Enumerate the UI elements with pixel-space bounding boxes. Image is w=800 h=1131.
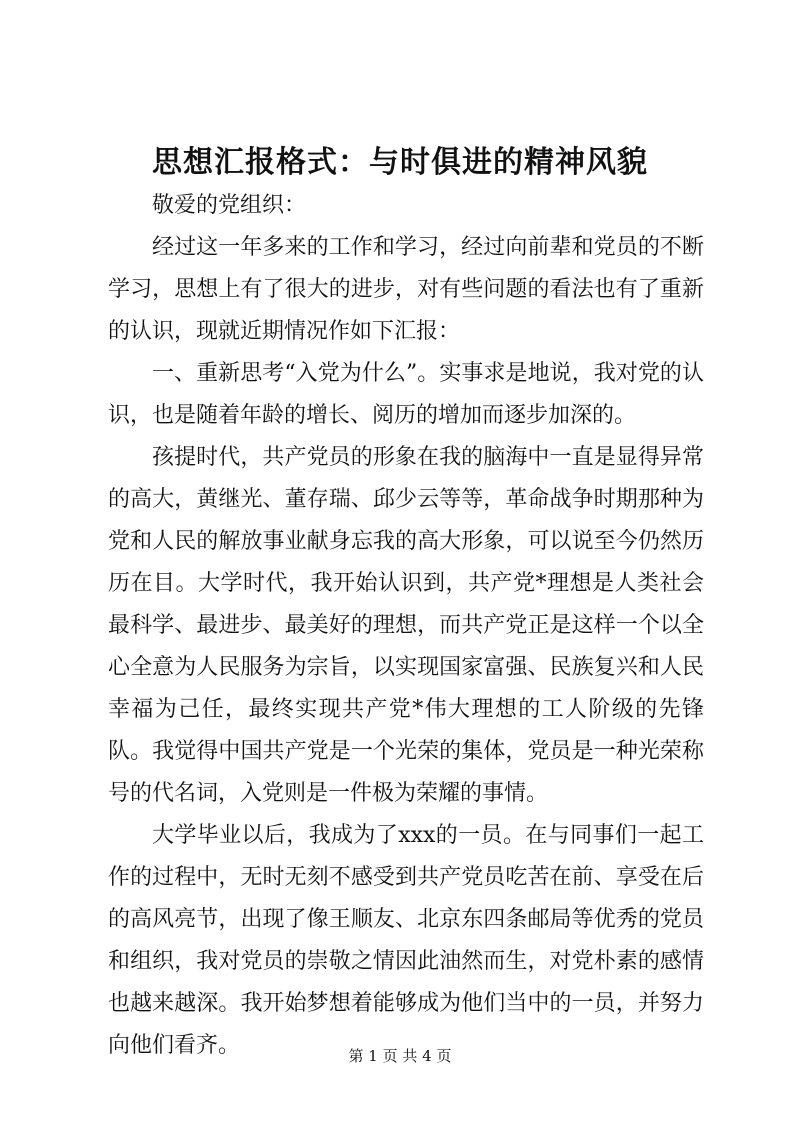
page-footer: 第 1 页 共 4 页: [348, 1047, 452, 1065]
paragraph: 孩提时代，共产党员的形象在我的脑海中一直是显得异常的高大，黄继光、董存瑞、邱少云等等，革命战争时期那种为党和人民的解放事业献身忘我的高大形象，可以说至今仍然历历在目。大学时代，我开始认识到，共产党*理想是人类社会最科学、最进步、最美好的理想，而共产党正是这样一个以全心全意为人民服务为宗旨，以实现国家富强、民族复兴和人民幸福为己任，最终实现共产党*伟大理想的工人阶级的先锋队。我觉得中国共产党是一个光荣的集体，党员是一种光荣称号的代名词，入党则是一件极为荣耀的事情。: [108, 445, 704, 806]
document-title: 思想汇报格式：与时俱进的精神风貌: [152, 145, 648, 180]
paragraph: 一、重新思考“入党为什么”。实事求是地说，我对党的认识，也是随着年龄的增长、阅历的增加而逐步加深的。: [108, 361, 704, 428]
salutation: 敬爱的党组织：: [152, 193, 307, 218]
document-body: [108, 185, 704, 1067]
paragraph: 大学毕业以后，我成为了xxx的一员。在与同事们一起工作的过程中，无时无刻不感受到共产党员吃苦在前、享受在后的高风亮节，出现了像王顺友、北京东四条邮局等优秀的党员和组织，我对党员的崇敬之情因此油然而生，对党朴素的感情也越来越深。我开始梦想着能够成为他们当中的一员，并努力向他们看齐。: [108, 823, 704, 1058]
paragraph: 经过这一年多来的工作和学习，经过向前辈和党员的不断学习，思想上有了很大的进步，对有些问题的看法也有了重新的认识，现就近期情况作如下汇报：: [108, 235, 704, 344]
